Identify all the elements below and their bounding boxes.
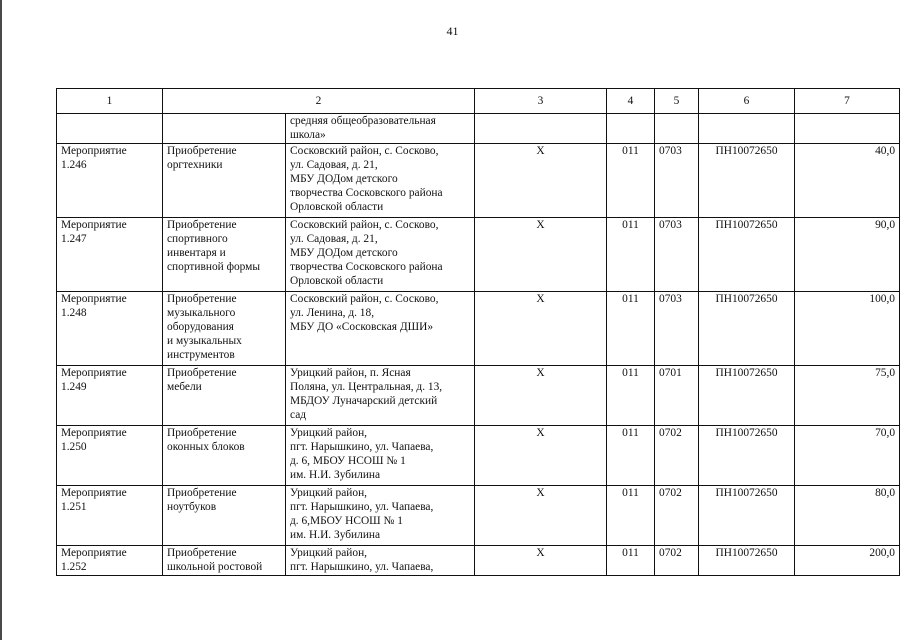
code2-cell: 0702 — [655, 546, 699, 576]
table-row — [57, 114, 900, 144]
activity-cell: Мероприятие 1.252 — [57, 546, 163, 576]
code1-cell — [607, 114, 655, 144]
code1-cell: 011 — [607, 546, 655, 576]
budget-table — [56, 88, 900, 576]
header-row — [57, 89, 900, 114]
code2-cell: 0702 — [655, 486, 699, 546]
name-cell: Приобретение оконных блоков — [163, 426, 286, 486]
table-row — [57, 218, 900, 292]
address-cell: Урицкий район, п. Ясная Поляна, ул. Центральная, д. 13, МБДОУ Луначарский детский сад — [286, 366, 475, 426]
code3-cell: ПН10072650 — [699, 426, 795, 486]
header-col-7: 7 — [795, 89, 900, 114]
name-cell — [163, 114, 286, 144]
address-cell: Урицкий район, пгт. Нарышкино, ул. Чапаева, д. 6,МБОУ НСОШ № 1 им. Н.И. Зубилина — [286, 486, 475, 546]
code3-cell: ПН10072650 — [699, 144, 795, 218]
table-row — [57, 426, 900, 486]
activity-cell: Мероприятие 1.248 — [57, 292, 163, 366]
amount-cell: 40,0 — [795, 144, 900, 218]
mark-cell: Х — [475, 292, 607, 366]
code1-cell: 011 — [607, 486, 655, 546]
header-col-5: 5 — [655, 89, 699, 114]
code3-cell: ПН10072650 — [699, 486, 795, 546]
name-cell: Приобретение ноутбуков — [163, 486, 286, 546]
code3-cell: ПН10072650 — [699, 546, 795, 576]
code1-cell: 011 — [607, 292, 655, 366]
header-col-6: 6 — [699, 89, 795, 114]
code2-cell: 0701 — [655, 366, 699, 426]
mark-cell: Х — [475, 366, 607, 426]
mark-cell — [475, 114, 607, 144]
mark-cell: Х — [475, 144, 607, 218]
address-cell: Сосковский район, с. Сосково, ул. Ленина, д. 18, МБУ ДО «Сосковская ДШИ» — [286, 292, 475, 366]
header-col-3: 3 — [475, 89, 607, 114]
mark-cell: Х — [475, 546, 607, 576]
amount-cell: 80,0 — [795, 486, 900, 546]
header-col-4: 4 — [607, 89, 655, 114]
amount-cell: 75,0 — [795, 366, 900, 426]
table-row — [57, 144, 900, 218]
page-number: 41 — [446, 24, 459, 38]
code2-cell: 0702 — [655, 426, 699, 486]
amount-cell: 200,0 — [795, 546, 900, 576]
address-cell: Урицкий район, пгт. Нарышкино, ул. Чапаева, д. 6, МБОУ НСОШ № 1 им. Н.И. Зубилина — [286, 426, 475, 486]
code3-cell: ПН10072650 — [699, 218, 795, 292]
activity-cell: Мероприятие 1.249 — [57, 366, 163, 426]
code2-cell: 0703 — [655, 292, 699, 366]
code3-cell — [699, 114, 795, 144]
code1-cell: 011 — [607, 426, 655, 486]
amount-cell — [795, 114, 900, 144]
activity-cell: Мероприятие 1.246 — [57, 144, 163, 218]
amount-cell: 100,0 — [795, 292, 900, 366]
name-cell: Приобретение музыкального оборудования и музыкальных инструментов — [163, 292, 286, 366]
code3-cell: ПН10072650 — [699, 292, 795, 366]
activity-cell: Мероприятие 1.250 — [57, 426, 163, 486]
code2-cell — [655, 114, 699, 144]
code2-cell: 0703 — [655, 218, 699, 292]
name-cell: Приобретение мебели — [163, 366, 286, 426]
code1-cell: 011 — [607, 218, 655, 292]
mark-cell: Х — [475, 426, 607, 486]
amount-cell: 90,0 — [795, 218, 900, 292]
address-cell: Сосковский район, с. Сосково, ул. Садовая, д. 21, МБУ ДОДом детского творчества Сосковского района Орловской области — [286, 144, 475, 218]
name-cell: Приобретение спортивного инвентаря и спортивной формы — [163, 218, 286, 292]
address-cell: средняя общеобразовательная школа» — [286, 114, 475, 144]
name-cell: Приобретение оргтехники — [163, 144, 286, 218]
mark-cell: Х — [475, 486, 607, 546]
activity-cell: Мероприятие 1.247 — [57, 218, 163, 292]
code1-cell: 011 — [607, 144, 655, 218]
name-cell: Приобретение школьной ростовой — [163, 546, 286, 576]
table-row — [57, 486, 900, 546]
code3-cell: ПН10072650 — [699, 366, 795, 426]
amount-cell: 70,0 — [795, 426, 900, 486]
header-col-2: 2 — [163, 89, 475, 114]
activity-cell: Мероприятие 1.251 — [57, 486, 163, 546]
mark-cell: Х — [475, 218, 607, 292]
table-row — [57, 366, 900, 426]
code2-cell: 0703 — [655, 144, 699, 218]
address-cell: Сосковский район, с. Сосково, ул. Садовая, д. 21, МБУ ДОДом детского творчества Сосковского района Орловской области — [286, 218, 475, 292]
address-cell: Урицкий район, пгт. Нарышкино, ул. Чапаева, — [286, 546, 475, 576]
header-col-1: 1 — [57, 89, 163, 114]
code1-cell: 011 — [607, 366, 655, 426]
activity-cell — [57, 114, 163, 144]
page-edge — [0, 0, 2, 640]
table-row — [57, 546, 900, 576]
table-row — [57, 292, 900, 366]
